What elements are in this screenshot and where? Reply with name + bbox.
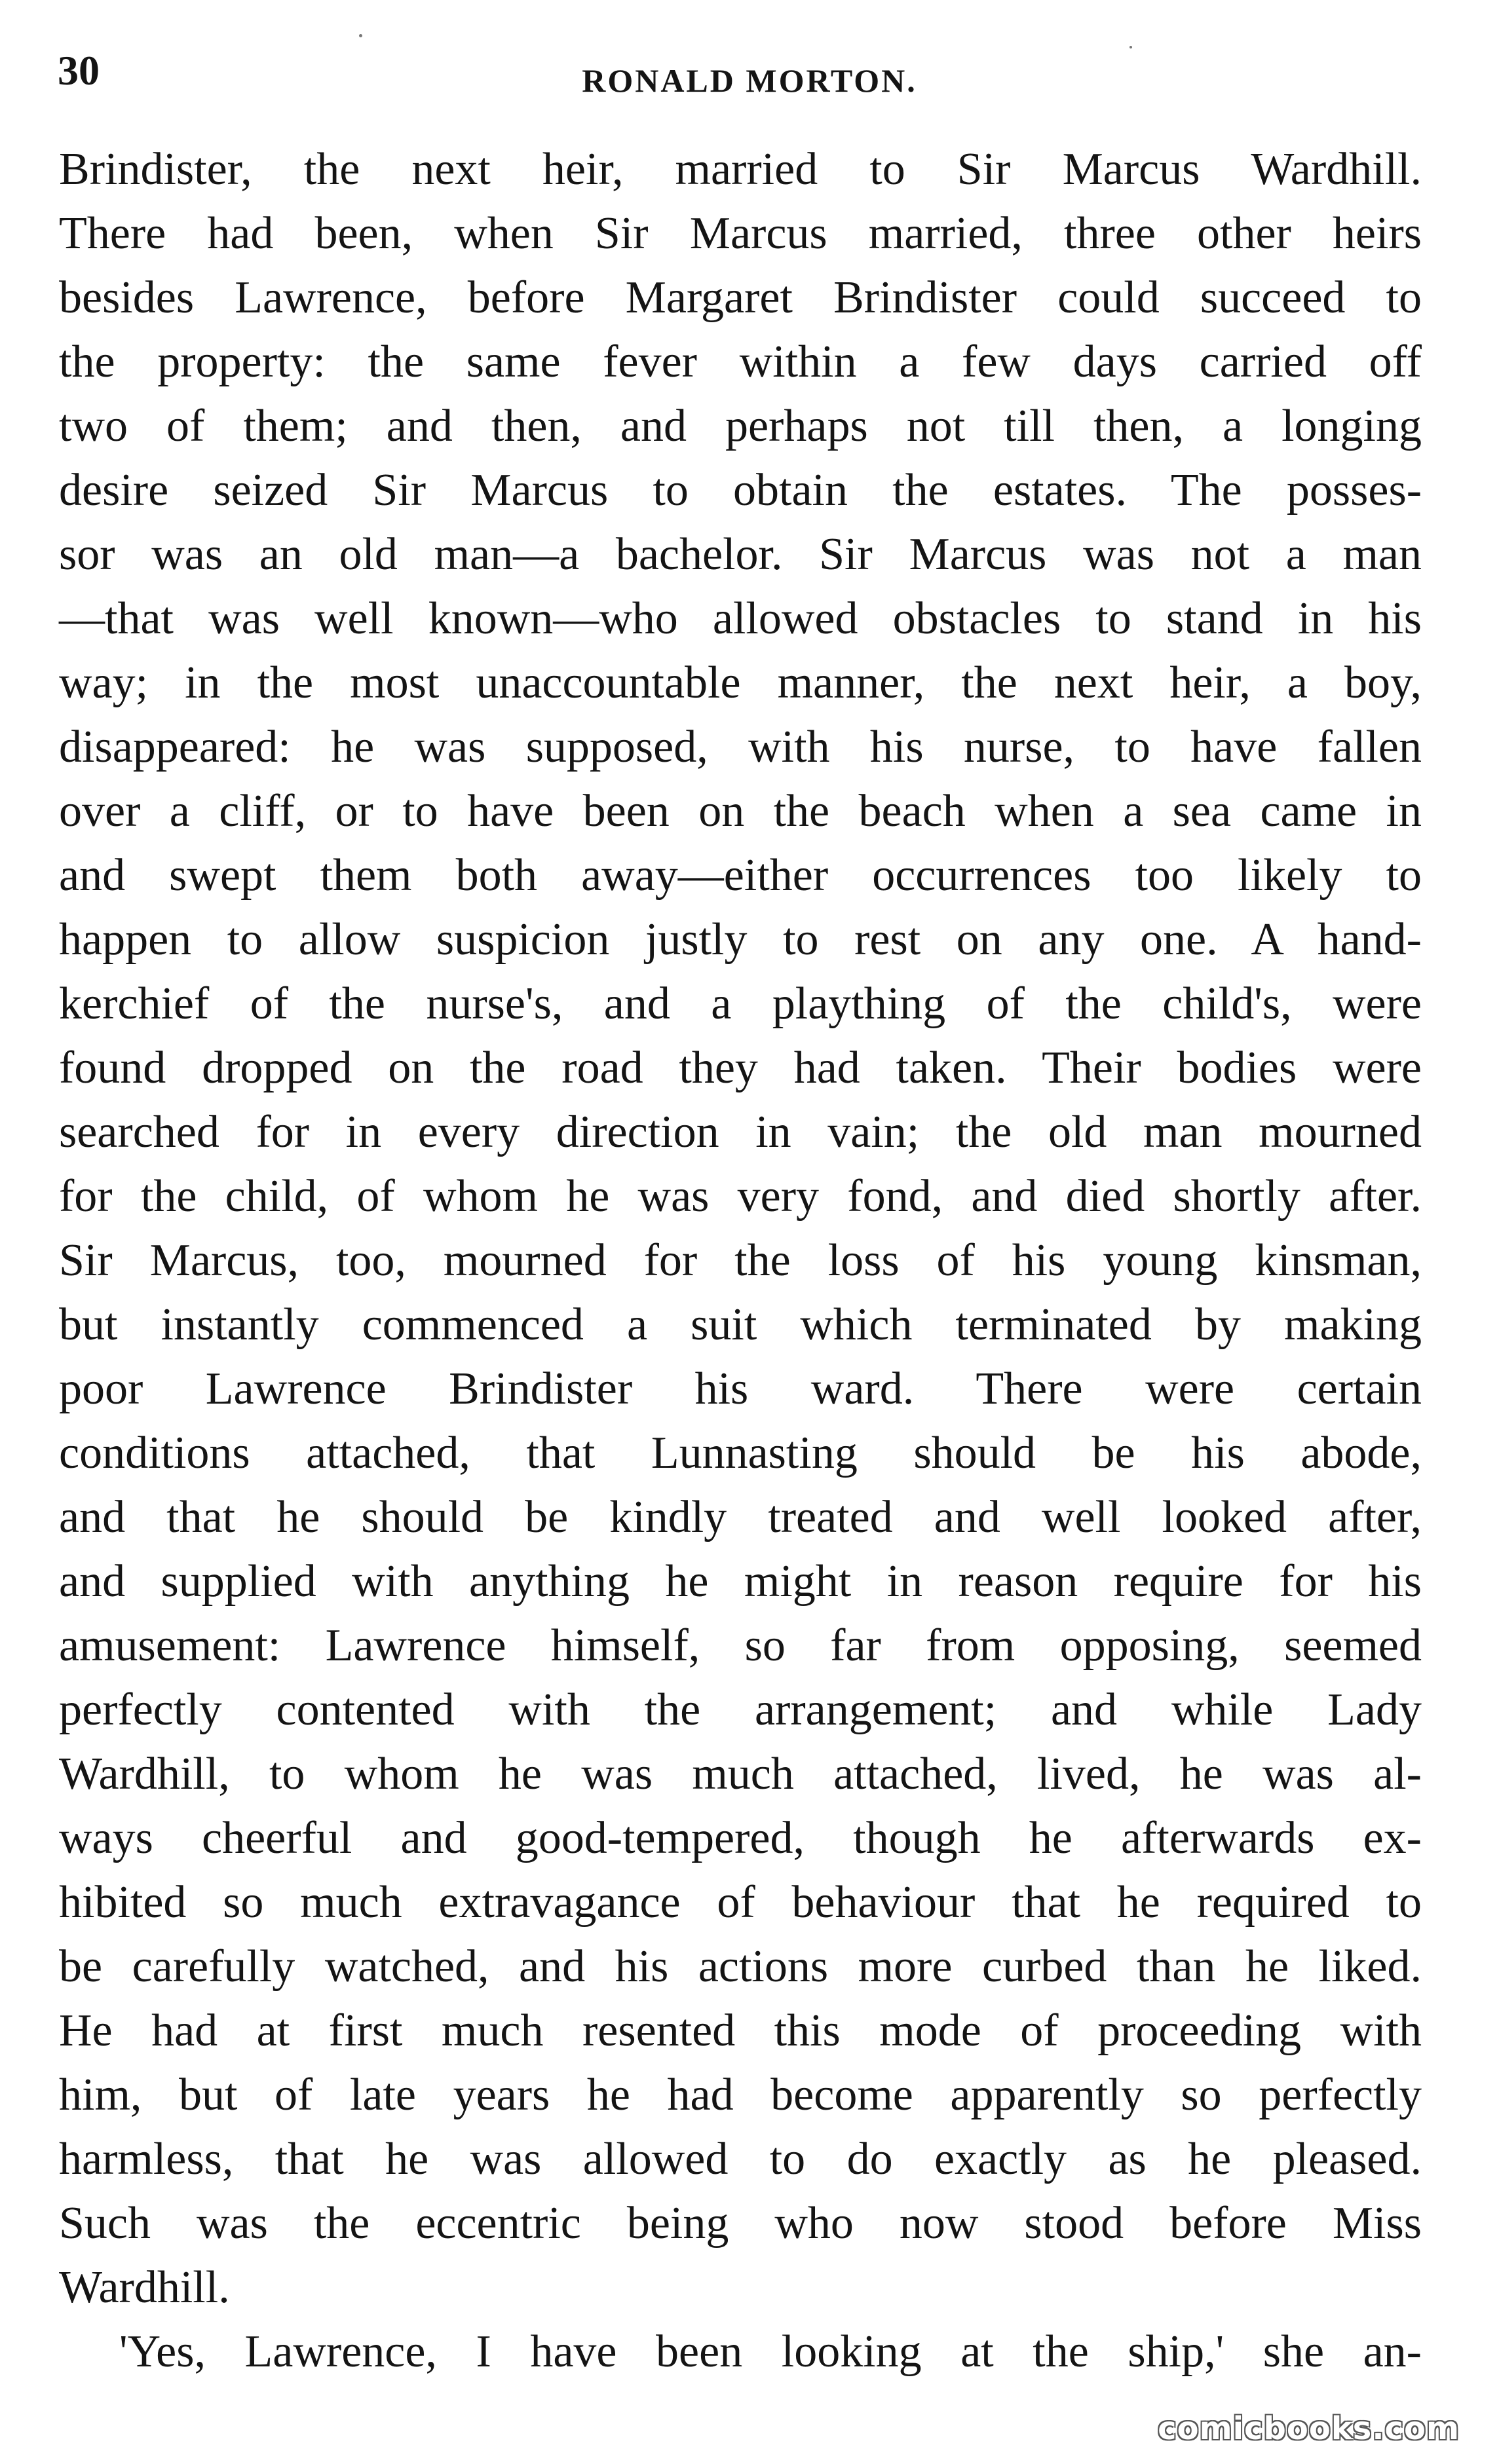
text-line: but instantly commenced a suit which terminated by making <box>59 1299 1422 1350</box>
text-line: ways cheerful and good-tempered, though he afterwards ex- <box>59 1813 1422 1863</box>
running-title: RONALD MORTON. <box>582 62 917 99</box>
text-line: and swept them both away—either occurrences too likely to <box>59 850 1422 901</box>
text-line: and that he should be kindly treated and well looked after, <box>59 1492 1422 1542</box>
text-line: He had at first much resented this mode of proceeding with <box>59 2006 1422 2056</box>
text-line: for the child, of whom he was very fond, and died shortly after. <box>59 1171 1422 1222</box>
body-text <box>59 138 1422 2384</box>
text-line: found dropped on the road they had taken. Their bodies were <box>59 1043 1422 1093</box>
text-line: —that was well known—who allowed obstacles to stand in his <box>59 593 1422 644</box>
text-line: poor Lawrence Brindister his ward. There were certain <box>59 1364 1422 1414</box>
text-line: 'Yes, Lawrence, I have been looking at the ship,' she an- <box>119 2326 1422 2377</box>
text-line: searched for in every direction in vain; the old man mourned <box>59 1107 1422 1157</box>
text-line: happen to allow suspicion justly to rest on any one. A hand- <box>59 914 1422 965</box>
text-line: Brindister, the next heir, married to Sir Marcus Wardhill. <box>59 144 1422 195</box>
ink-speck <box>1129 46 1132 48</box>
text-line: be carefully watched, and his actions more curbed than he liked. <box>59 1941 1422 1992</box>
page-number: 30 <box>58 47 100 94</box>
text-line: two of them; and then, and perhaps not till then, a longing <box>59 401 1422 451</box>
text-line: conditions attached, that Lunnasting should be his abode, <box>59 1428 1422 1478</box>
text-line: desire seized Sir Marcus to obtain the estates. The posses- <box>59 465 1422 515</box>
text-line: Wardhill, to whom he was much attached, lived, he was al- <box>59 1749 1422 1799</box>
text-line: Sir Marcus, too, mourned for the loss of his young kinsman, <box>59 1235 1422 1286</box>
text-line: amusement: Lawrence himself, so far from opposing, seemed <box>59 1620 1422 1671</box>
text-line: disappeared: he was supposed, with his nurse, to have fallen <box>59 722 1422 772</box>
text-line: hibited so much extravagance of behaviour that he required to <box>59 1877 1422 1928</box>
text-line: kerchief of the nurse's, and a plaything of the child's, were <box>59 979 1422 1029</box>
text-line: way; in the most unaccountable manner, the next heir, a boy, <box>59 658 1422 708</box>
text-line: harmless, that he was allowed to do exactly as he pleased. <box>59 2134 1422 2184</box>
text-line: besides Lawrence, before Margaret Brindister could succeed to <box>59 272 1422 323</box>
text-line: him, but of late years he had become apparently so perfectly <box>59 2070 1422 2120</box>
text-line: and supplied with anything he might in reason require for his <box>59 1556 1422 1607</box>
ink-speck <box>359 34 362 37</box>
text-line: over a cliff, or to have been on the beach when a sea came in <box>59 786 1422 836</box>
watermark: comicbooks.com <box>1158 2410 1460 2447</box>
text-line: the property: the same fever within a few days carried off <box>59 337 1422 387</box>
text-line: sor was an old man—a bachelor. Sir Marcus was not a man <box>59 529 1422 580</box>
paragraph-end-line: Wardhill. <box>59 2262 230 2313</box>
text-line: There had been, when Sir Marcus married, three other heirs <box>59 208 1422 259</box>
text-line: perfectly contented with the arrangement; and while Lady <box>59 1685 1422 1735</box>
text-line: Such was the eccentric being who now stood before Miss <box>59 2198 1422 2249</box>
